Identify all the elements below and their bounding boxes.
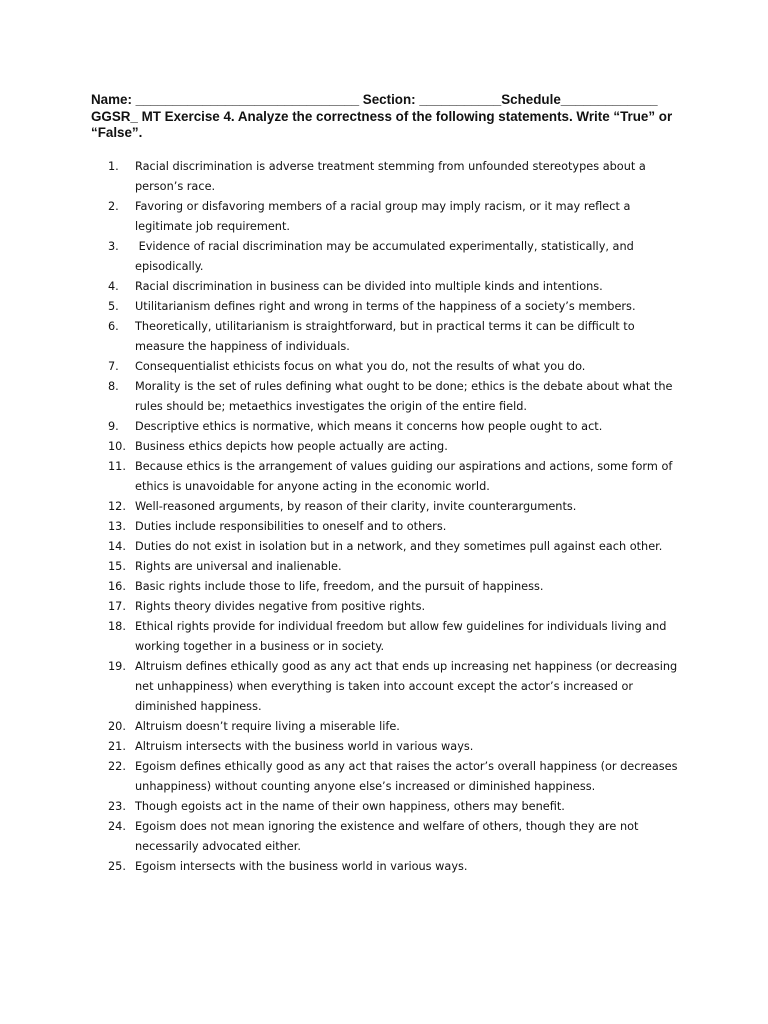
statement-number: 13. (108, 520, 126, 533)
statement-item (108, 657, 683, 717)
statement-number: 17. (108, 600, 126, 613)
statement-number: 8. (108, 380, 119, 393)
statement-item (108, 277, 683, 297)
statement-item (108, 817, 683, 857)
statement-text: Well-reasoned arguments, by reason of their clarity, invite counterarguments. (135, 500, 577, 513)
statement-item (108, 357, 683, 377)
statement-text: Descriptive ethics is normative, which means it concerns how people ought to act. (135, 420, 603, 433)
statement-text: Evidence of racial discrimination may be accumulated experimentally, statistically, and episodically. (135, 240, 638, 273)
statement-text: Racial discrimination in business can be divided into multiple kinds and intentions. (135, 280, 603, 293)
statement-text: Favoring or disfavoring members of a racial group may imply racism, or it may reflect a legitimate job requirement. (135, 200, 634, 233)
statement-item (108, 577, 683, 597)
statement-text: Rights theory divides negative from positive rights. (135, 600, 426, 613)
statement-item (108, 757, 683, 797)
statement-text: Duties do not exist in isolation but in a network, and they sometimes pull against each other. (135, 540, 663, 553)
statement-number: 1. (108, 160, 119, 173)
statement-item (108, 797, 683, 817)
statement-number: 22. (108, 760, 126, 773)
statement-text: Consequentialist ethicists focus on what you do, not the results of what you do. (135, 360, 586, 373)
statement-item (108, 717, 683, 737)
statement-item (108, 237, 683, 277)
statement-number: 10. (108, 440, 126, 453)
statement-text: Egoism does not mean ignoring the existence and welfare of others, though they are not necessarily advocated either. (135, 820, 643, 853)
statement-item (108, 377, 683, 417)
statement-number: 18. (108, 620, 126, 633)
document-header (91, 92, 681, 142)
statement-item (108, 737, 683, 757)
statement-item (108, 597, 683, 617)
statement-number: 15. (108, 560, 126, 573)
statement-number: 23. (108, 800, 126, 813)
statement-number: 25. (108, 860, 126, 873)
statement-text: Morality is the set of rules defining what ought to be done; ethics is the debate about what the rules should be; metaethics investigates the origin of the entire field. (135, 380, 677, 413)
exercise-instructions: GGSR_ MT Exercise 4. Analyze the correctness of the following statements. Write “True” or “False”. (91, 108, 673, 140)
statement-number: 14. (108, 540, 126, 553)
statement-text: Racial discrimination is adverse treatment stemming from unfounded stereotypes about a person’s race. (135, 160, 650, 193)
statement-number: 7. (108, 360, 119, 373)
statement-text: Altruism defines ethically good as any act that ends up increasing net happiness (or decreasing net unhappiness) when everything is taken into account except the actor’s increased or diminished happiness. (135, 660, 681, 713)
statement-text: Rights are universal and inalienable. (135, 560, 342, 573)
statement-number: 16. (108, 580, 126, 593)
statement-number: 21. (108, 740, 126, 753)
statement-item (108, 297, 683, 317)
statement-text: Egoism defines ethically good as any act that raises the actor’s overall happiness (or decreases unhappiness) without counting anyone else’s increased or diminished happiness. (135, 760, 682, 793)
statement-item (108, 157, 683, 197)
name-section-schedule-line: Name: ______________________________ Section: ___________Schedule_____________ (91, 92, 658, 107)
statement-item (108, 457, 683, 497)
statement-number: 11. (108, 460, 126, 473)
statement-number: 6. (108, 320, 119, 333)
statement-text: Altruism doesn’t require living a miserable life. (135, 720, 400, 733)
statement-number: 2. (108, 200, 119, 213)
statement-text: Because ethics is the arrangement of values guiding our aspirations and actions, some form of ethics is unavoidable for anyone acting in the economic world. (135, 460, 676, 493)
statement-item (108, 197, 683, 237)
statement-number: 12. (108, 500, 126, 513)
statement-number: 9. (108, 420, 119, 433)
statement-item (108, 537, 683, 557)
statement-text: Utilitarianism defines right and wrong in terms of the happiness of a society’s members. (135, 300, 636, 313)
statement-number: 24. (108, 820, 126, 833)
statement-item (108, 557, 683, 577)
statement-number: 19. (108, 660, 126, 673)
statement-item (108, 857, 683, 877)
statement-item (108, 617, 683, 657)
statement-item (108, 437, 683, 457)
statement-text: Theoretically, utilitarianism is straightforward, but in practical terms it can be difficult to measure the happiness of individuals. (135, 320, 639, 353)
statement-text: Duties include responsibilities to oneself and to others. (135, 520, 447, 533)
statement-number: 3. (108, 240, 119, 253)
statement-text: Egoism intersects with the business world in various ways. (135, 860, 468, 873)
statement-text: Basic rights include those to life, freedom, and the pursuit of happiness. (135, 580, 544, 593)
statement-text: Altruism intersects with the business world in various ways. (135, 740, 474, 753)
statement-text: Ethical rights provide for individual freedom but allow few guidelines for individuals living and working together in a business or in society. (135, 620, 671, 653)
statement-number: 20. (108, 720, 126, 733)
statement-number: 5. (108, 300, 119, 313)
statement-number: 4. (108, 280, 119, 293)
statement-text: Business ethics depicts how people actually are acting. (135, 440, 448, 453)
statement-text: Though egoists act in the name of their own happiness, others may benefit. (135, 800, 565, 813)
statement-item (108, 517, 683, 537)
statement-item (108, 417, 683, 437)
statement-item (108, 317, 683, 357)
statement-list (108, 157, 683, 877)
statement-item (108, 497, 683, 517)
